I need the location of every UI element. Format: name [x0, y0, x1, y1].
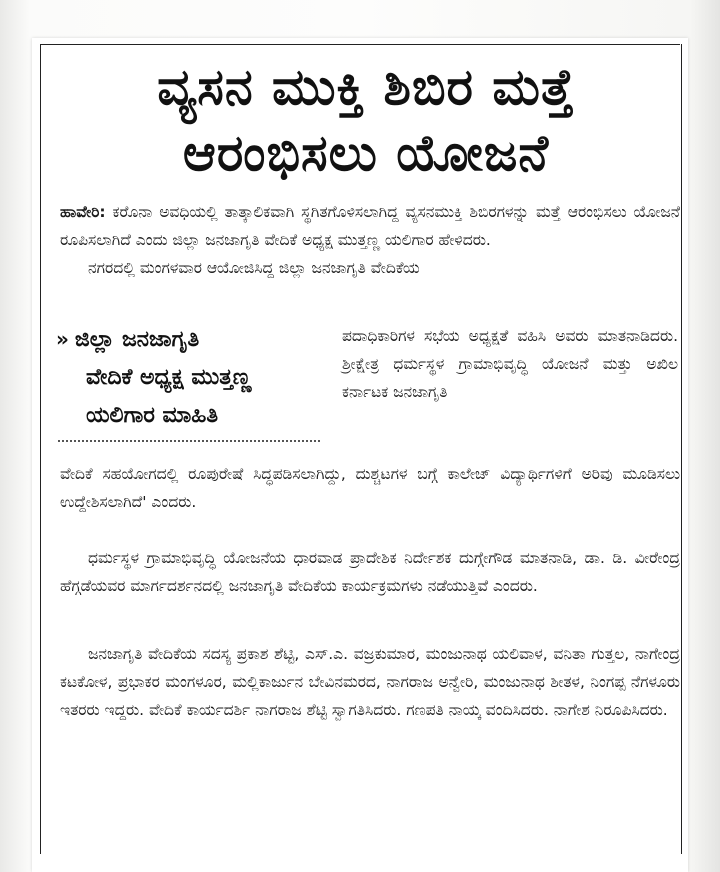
- para3-text: ಜನಜಾಗೃತಿ ವೇದಿಕೆಯ ಸದಸ್ಯ ಪ್ರಕಾಶ ಶೆಟ್ಟಿ, ಎಸ್.ಎ. ವಜ್ರಕುಮಾರ, ಮಂಜುನಾಥ ಯಲಿವಾಳ, ವನಿತಾ ಗುತ್ತಲ, ನಾಗೇಂದ್ರ ಕಟಕೋಳ, ಪ್ರಭಾಕರ ಮಂಗಳೂರ, ಮಲ್ಲಿಕಾರ್ಜುನ ಬೇವಿನಮರದ, ನಾಗರಾಜ ಅನ್ವೇರಿ, ಮಂಜುನಾಥ ಶೀತಳ, ನಿಂಗಪ್ಪ ನೆಗಳೂರು ಇತರರು ಇದ್ದರು. ವೇದಿಕೆ ಕಾರ್ಯದರ್ಶಿ ನಾಗರಾಜ ಶೆಟ್ಟಿ ಸ್ವಾಗತಿಸಿದರು. ಗಣಪತಿ ನಾಯ್ಕ ವಂದಿಸಿದರು. ನಾಗೇಶ ನಿರೂಪಿಸಿದರು.: [60, 645, 680, 719]
- pull-quote-divider: [58, 440, 320, 442]
- pull-quote-line-1: ಜಿಲ್ಲಾ ಜನಜಾಗೃತಿ: [74, 327, 200, 352]
- para1-end: ವೇದಿಕೆ ಸಹಯೋಗದಲ್ಲಿ ರೂಪುರೇಷೆ ಸಿದ್ಧಪಡಿಸಲಾಗಿದ್ದು, ದುಶ್ಚಟಗಳ ಬಗ್ಗೆ ಕಾಲೇಜ್ ವಿದ್ಯಾರ್ಥಿಗಳಿಗೆ ಅರಿವು ಮೂಡಿಸಲು ಉದ್ದೇಶಿಸಲಾಗಿದೆ' ಎಂದರು.: [60, 465, 680, 511]
- para2-text: ಧರ್ಮಸ್ಥಳ ಗ್ರಾಮಾಭಿವೃದ್ಧಿ ಯೋಜನೆಯ ಧಾರವಾಡ ಪ್ರಾದೇಶಿಕ ನಿರ್ದೇಶಕ ದುಗ್ಗೇಗೌಡ ಮಾತನಾಡಿ, ಡಾ. ಡಿ. ವೀರೇಂದ್ರ ಹೆಗ್ಗಡೆಯವರ ಮಾರ್ಗದರ್ಶನದಲ್ಲಿ ಜನಜಾಗೃತಿ ವೇದಿಕೆಯ ಕಾರ್ಯಕ್ರಮಗಳು ನಡೆಯುತ್ತಿವೆ ಎಂದರು.: [60, 549, 680, 595]
- lead-paragraph: [60, 198, 680, 282]
- paragraph-2: [60, 544, 680, 600]
- clipping-border-left: [40, 44, 41, 854]
- lead-text: ಕರೊನಾ ಅವಧಿಯಲ್ಲಿ ತಾತ್ಕಾಲಿಕವಾಗಿ ಸ್ಥಗಿತಗೊಳಿಸಲಾಗಿದ್ದ ವ್ಯಸನಮುಕ್ತಿ ಶಿಬಿರಗಳನ್ನು ಮತ್ತೆ ಆರಂಭಿಸಲು ಯೋಜನೆ ರೂಪಿಸಲಾಗಿದೆ ಎಂದು ಜಿಲ್ಲಾ ಜನಜಾಗೃತಿ ವೇದಿಕೆ ಅಧ್ಯಕ್ಷ ಮುತ್ತಣ್ಣ ಯಲಿಗಾರ ಹೇಳಿದರು.: [60, 203, 680, 249]
- pull-quote-line-3: ಯಲಿಗಾರ ಮಾಹಿತಿ: [86, 403, 219, 428]
- pull-quote-marker: »: [56, 327, 69, 351]
- pull-quote-box: [56, 320, 328, 435]
- para1-continuation: [60, 460, 680, 516]
- para1-side: ಪದಾಧಿಕಾರಿಗಳ ಸಭೆಯ ಅಧ್ಯಕ್ಷತೆ ವಹಿಸಿ ಅವರು ಮಾತನಾಡಿದರು. ಶ್ರೀಕ್ಷೇತ್ರ ಧರ್ಮಸ್ಥಳ ಗ್ರಾಮಾಭಿವೃದ್ಧಿ ಯೋಜನೆ ಮತ್ತು ಅಖಿಲ ಕರ್ನಾಟಕ ಜನಜಾಗೃತಿ: [342, 327, 678, 401]
- headline-line-1: ವ್ಯಸನ ಮುಕ್ತಿ ಶಿಬಿರ ಮತ್ತೆ: [157, 58, 575, 116]
- para1-start: ನಗರದಲ್ಲಿ ಮಂಗಳವಾರ ಆಯೋಜಿಸಿದ್ದ ಜಿಲ್ಲಾ ಜನಜಾಗೃತಿ ವೇದಿಕೆಯ: [88, 259, 420, 277]
- pull-quote: [56, 320, 328, 435]
- dateline: ಹಾವೇರಿ:: [60, 203, 106, 221]
- headline-line-2: ಆರಂಭಿಸಲು ಯೋಜನೆ: [182, 124, 550, 182]
- clipping-border-right: [681, 44, 682, 854]
- pull-quote-line-2: ವೇದಿಕೆ ಅಧ್ಯಕ್ಷ ಮುತ್ತಣ್ಣ: [86, 365, 252, 390]
- side-column: [342, 322, 678, 406]
- headline: [56, 54, 676, 186]
- paragraph-3: [60, 640, 680, 724]
- clipping-border-top: [40, 44, 680, 45]
